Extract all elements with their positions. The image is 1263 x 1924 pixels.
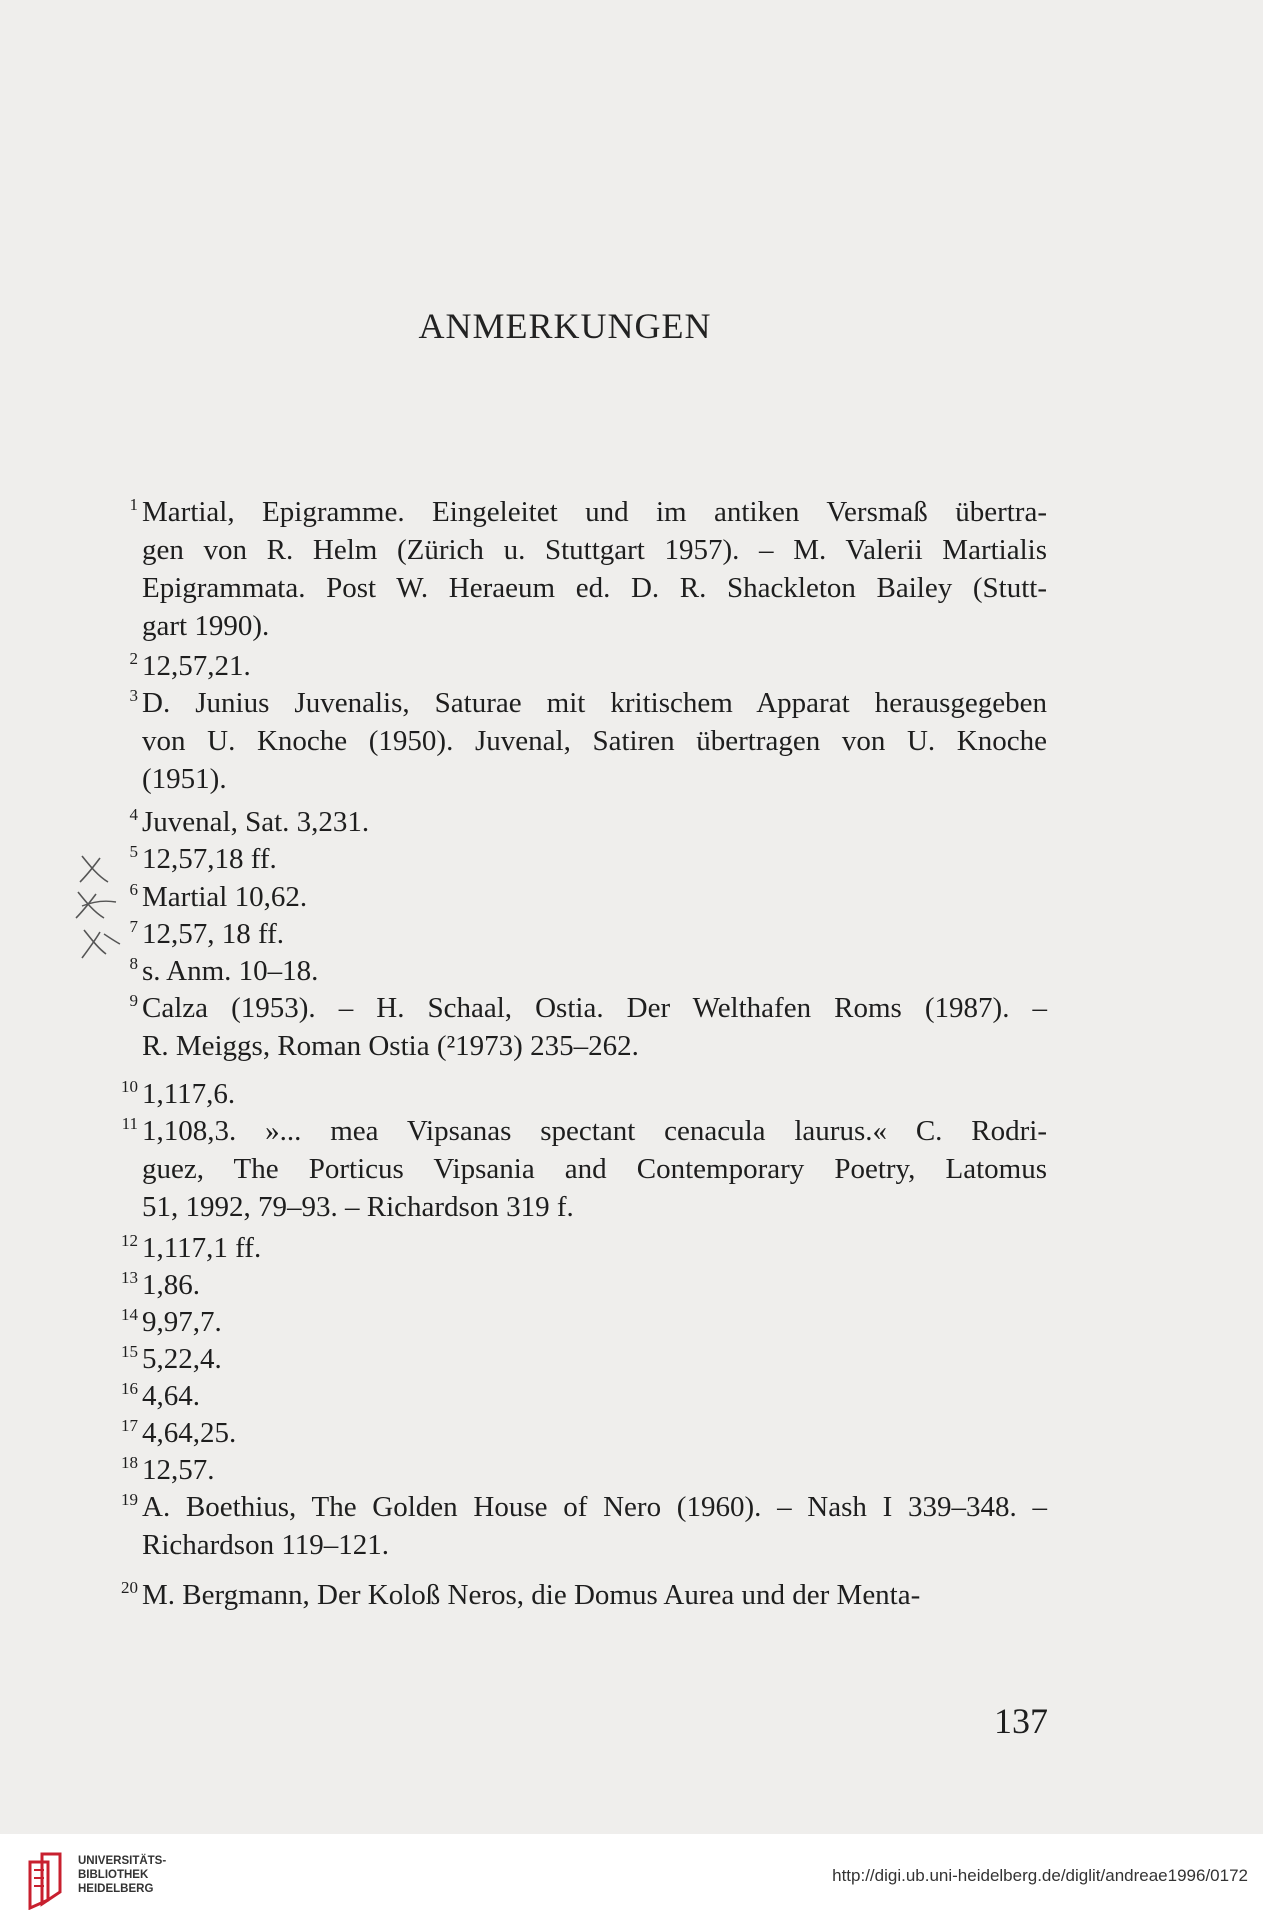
note-number: 16 [121,1379,138,1398]
note-text-line: guez, The Porticus Vipsania and Contemporary Poetry, Latomus [142,1153,1047,1185]
note-item [129,878,1047,916]
page-number: 137 [994,1701,1048,1741]
note-number: 8 [129,954,138,973]
handwritten-check-mark-icon [76,926,122,960]
source-url-link[interactable]: http://digi.ub.uni-heidelberg.de/diglit/andreae1996/0172 [832,1866,1248,1885]
handwritten-check-mark-icon [74,852,120,886]
note-text-line: Epigrammata. Post W. Heraeum ed. D. R. Shackleton Bailey (Stutt- [142,572,1047,604]
note-item [129,952,1047,990]
note-item [129,989,1047,1065]
note-text-line: 1,86. [142,1269,200,1301]
note-item [129,803,1047,841]
library-logo-icon [22,1848,68,1910]
note-text-line: 1,108,3. »... mea Vipsanas spectant cenacula laurus.« C. Rodri- [142,1115,1047,1147]
note-text-line: s. Anm. 10–18. [142,955,319,987]
note-number: 15 [121,1342,138,1361]
note-number: 17 [121,1416,138,1435]
note-number: 1 [129,495,138,514]
note-item [121,1075,1047,1113]
note-text-line: 4,64,25. [142,1417,237,1449]
note-text-line: 12,57, 18 ff. [142,918,285,950]
note-item [129,647,1047,685]
note-text-line: Martial, Epigramme. Eingeleitet und im antiken Versmaß übertra- [142,496,1047,528]
note-text-line: 12,57,21. [142,650,251,682]
note-number: 6 [129,880,138,899]
note-item [121,1488,1047,1564]
note-number: 4 [129,805,138,824]
note-number: 7 [129,917,138,936]
note-text-line: gen von R. Helm (Zürich u. Stuttgart 1957). – M. Valerii Martialis [142,534,1047,566]
note-item [121,1576,1047,1614]
note-item [121,1451,1047,1489]
note-text-line: Calza (1953). – H. Schaal, Ostia. Der Welthafen Roms (1987). – [142,992,1047,1024]
note-text-line: 1,117,6. [142,1078,236,1110]
note-text-line: Martial 10,62. [142,881,308,913]
note-item [129,493,1047,645]
note-text-line: A. Boethius, The Golden House of Nero (1960). – Nash I 339–348. – [142,1491,1047,1523]
note-number: 5 [129,842,138,861]
note-number: 11 [121,1114,138,1133]
note-item [129,840,1047,878]
note-number: 12 [121,1231,138,1250]
note-number: 9 [129,991,138,1010]
note-number: 2 [129,649,138,668]
note-item [121,1414,1047,1452]
note-text-line: M. Bergmann, Der Koloß Neros, die Domus Aurea und der Menta- [142,1579,921,1611]
note-item [121,1303,1047,1341]
page-title: ANMERKUNGEN [418,306,712,346]
note-text-line: Richardson 119–121. [142,1529,390,1561]
note-text-line: 4,64. [142,1380,200,1412]
note-text-line: 9,97,7. [142,1306,222,1338]
note-text-line: gart 1990). [142,610,270,642]
library-name: UNIVERSITÄTS- BIBLIOTHEK HEIDELBERG [78,1855,167,1895]
note-text-line: 51, 1992, 79–93. – Richardson 319 f. [142,1191,574,1223]
note-number: 19 [121,1490,138,1509]
note-number: 18 [121,1453,138,1472]
note-text-line: R. Meiggs, Roman Ostia (²1973) 235–262. [142,1030,639,1062]
note-number: 3 [129,686,138,705]
note-item [121,1266,1047,1304]
note-item [121,1340,1047,1378]
note-text-line: 1,117,1 ff. [142,1232,262,1264]
note-text-line: D. Junius Juvenalis, Saturae mit kritischem Apparat herausgegeben [142,687,1047,719]
note-text-line: 12,57. [142,1454,215,1486]
note-number: 10 [121,1077,138,1096]
note-text-line: (1951). [142,763,227,795]
note-text-line: 5,22,4. [142,1343,222,1375]
note-text-line: von U. Knoche (1950). Juvenal, Satiren übertragen von U. Knoche [142,725,1047,757]
footer-bar [0,1834,1263,1924]
note-item [129,915,1047,953]
note-number: 20 [121,1578,138,1597]
note-text-line: Juvenal, Sat. 3,231. [142,806,370,838]
note-text-line: 12,57,18 ff. [142,843,277,875]
note-number: 13 [121,1268,138,1287]
note-item [121,1229,1047,1267]
note-item [121,1112,1047,1226]
note-item [129,684,1047,798]
note-item [121,1377,1047,1415]
note-number: 14 [121,1305,138,1324]
handwritten-check-mark-icon [72,888,118,922]
